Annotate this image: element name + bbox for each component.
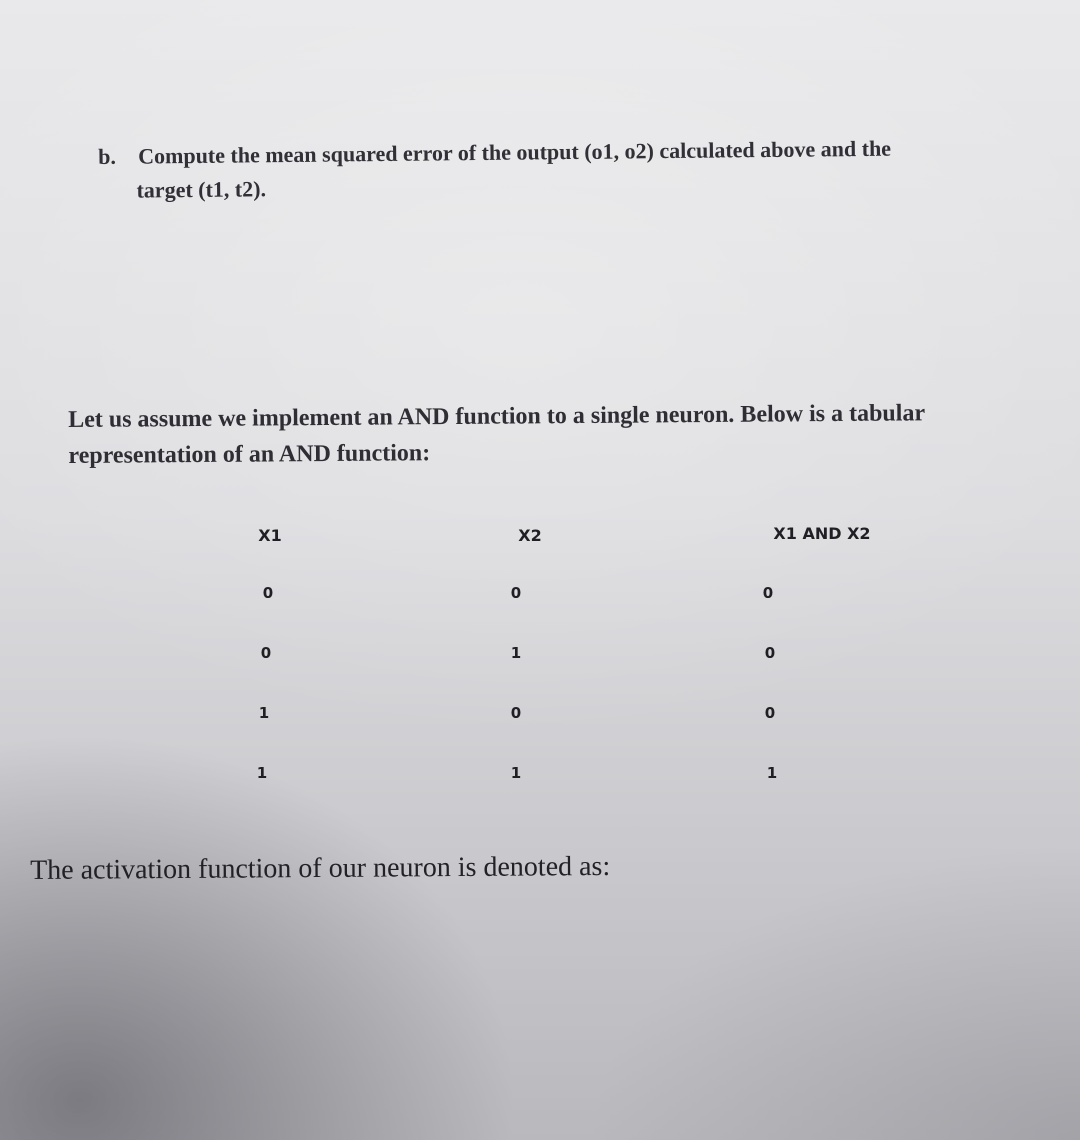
and-truth-table: [200, 520, 960, 790]
intro-line-1: Let us assume we implement an AND function to a single neuron. Below is a tabular: [68, 400, 926, 433]
cell-r2-x2: 1: [510, 644, 522, 662]
intro-paragraph: [68, 394, 1079, 474]
cell-r4-and: 1: [766, 764, 778, 782]
question-b: [98, 130, 1059, 208]
cell-r2-and: 0: [764, 644, 776, 662]
question-b-text-1: Compute the mean squared error of the output (o1, o2) calculated above and the: [138, 135, 892, 169]
header-x2: X2: [518, 526, 542, 545]
cell-r3-x1: 1: [258, 704, 270, 722]
question-b-text-2: target (t1, t2).: [136, 176, 267, 203]
cell-r3-and: 0: [764, 704, 776, 722]
cell-r2-x1: 0: [260, 644, 272, 662]
question-b-marker: b.: [98, 143, 117, 169]
cell-r1-x2: 0: [510, 584, 522, 602]
header-x1: X1: [258, 526, 282, 545]
cell-r4-x2: 1: [510, 764, 522, 782]
activation-function-text: The activation function of our neuron is denoted as:: [30, 850, 611, 886]
cell-r4-x1: 1: [256, 764, 268, 782]
cell-r1-x1: 0: [262, 584, 274, 602]
header-and: X1 AND X2: [773, 524, 871, 543]
cell-r1-and: 0: [762, 584, 774, 602]
cell-r3-x2: 0: [510, 704, 522, 722]
intro-line-2: representation of an AND function:: [68, 440, 431, 469]
